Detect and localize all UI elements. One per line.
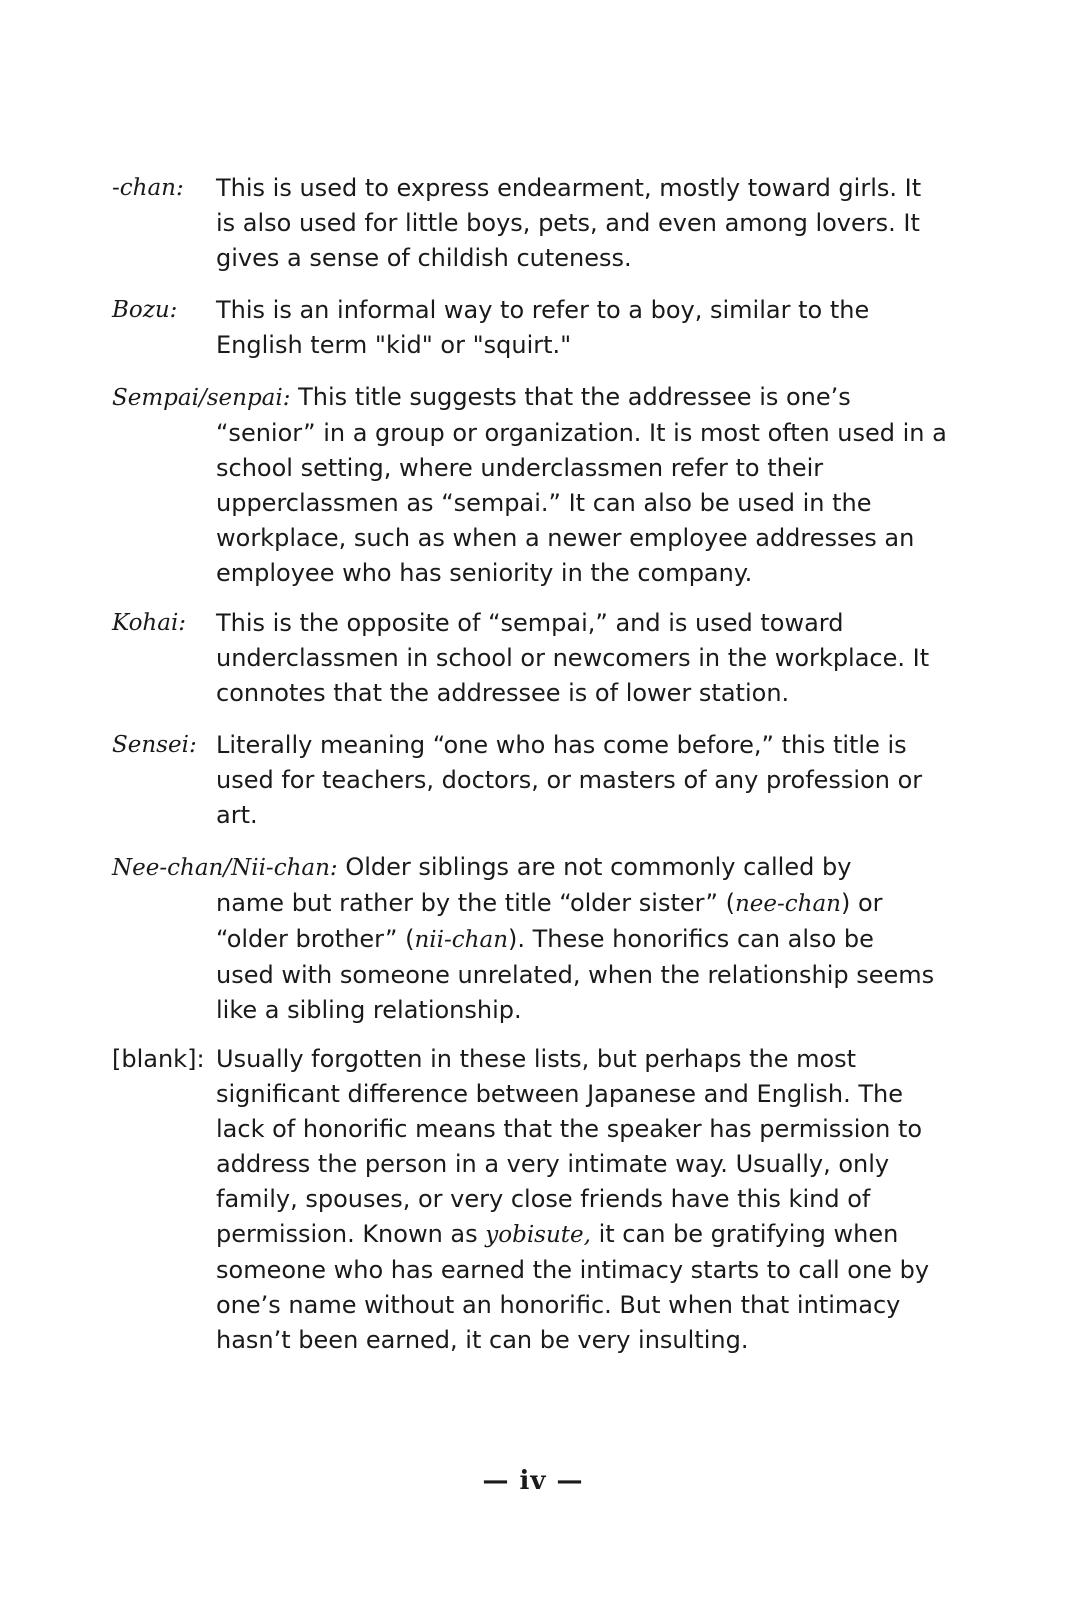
definition-line: gives a sense of childish cuteness. <box>216 244 632 272</box>
glossary-term: Bozu: <box>112 297 178 323</box>
definition-line: employee who has seniority in the company. <box>216 559 753 587</box>
definition-line: Literally meaning “one who has come before,” this title is <box>216 731 907 759</box>
glossary-term: Sempai/senpai: <box>112 385 291 411</box>
definition-line: This title suggests that the addressee is one’s <box>298 383 851 411</box>
definition-line: workplace, such as when a newer employee addresses an <box>216 524 915 552</box>
definition-line: one’s name without an honorific. But when that intimacy <box>216 1291 901 1319</box>
definition-line: art. <box>216 801 258 829</box>
definition-first-line <box>112 380 972 416</box>
glossary-entry-sempai <box>112 380 972 591</box>
definition-line: connotes that the addressee is of lower station. <box>216 679 790 707</box>
definition-line: hasn’t been earned, it can be very insulting. <box>216 1326 749 1354</box>
definition-first-line <box>112 850 972 886</box>
definition-line: This is an informal way to refer to a boy, similar to the <box>216 296 870 324</box>
definition-line: name but rather by the title “older sister” (nee-chan) or <box>216 889 883 917</box>
definition-line: lack of honorific means that the speaker has permission to <box>216 1115 923 1143</box>
italic-term: nii-chan <box>414 927 509 953</box>
definition-line: family, spouses, or very close friends have this kind of <box>216 1185 871 1213</box>
definition-line: underclassmen in school or newcomers in the workplace. It <box>216 644 930 672</box>
definition-line: used for teachers, doctors, or masters of any profession or <box>216 766 923 794</box>
definition-line: permission. Known as yobisute, it can be gratifying when <box>216 1220 899 1248</box>
definition-line: significant difference between Japanese and English. The <box>216 1080 904 1108</box>
definition-line: someone who has earned the intimacy starts to call one by <box>216 1256 930 1284</box>
glossary-term: Sensei: <box>112 732 197 758</box>
definition-line: like a sibling relationship. <box>216 996 522 1024</box>
definition-line: address the person in a very intimate way. Usually, only <box>216 1150 890 1178</box>
glossary-entry-sensei <box>112 728 972 833</box>
definition-line: English term "kid" or "squirt." <box>216 331 572 359</box>
italic-term: nee-chan <box>734 891 841 917</box>
glossary-entry-bozu <box>112 293 972 363</box>
italic-term: yobisute, <box>485 1222 591 1248</box>
glossary-term: -chan: <box>112 175 184 201</box>
page-number: — iv — <box>482 1466 584 1496</box>
definition-line: “older brother” (nii-chan). These honorifics can also be <box>216 925 874 953</box>
glossary-term: Nee-chan/Nii-chan: <box>112 855 338 881</box>
glossary-term: Kohai: <box>112 610 187 636</box>
definition-line: used with someone unrelated, when the relationship seems <box>216 961 935 989</box>
glossary-entry-chan <box>112 171 972 276</box>
glossary-entry-kohai <box>112 606 972 711</box>
definition-line: This is used to express endearment, mostly toward girls. It <box>216 174 922 202</box>
definition-line: upperclassmen as “sempai.” It can also be used in the <box>216 489 872 517</box>
definition-line: school setting, where underclassmen refer to their <box>216 454 824 482</box>
definition-line: This is the opposite of “sempai,” and is used toward <box>216 609 844 637</box>
glossary-term: [blank]: <box>112 1045 205 1073</box>
glossary-entry-nee-chan-nii-chan <box>112 850 972 1028</box>
definition-line: Older siblings are not commonly called by <box>345 853 852 881</box>
definition-line: Usually forgotten in these lists, but perhaps the most <box>216 1045 857 1073</box>
definition-line: “senior” in a group or organization. It is most often used in a <box>216 419 947 447</box>
glossary-entry-blank <box>112 1042 972 1358</box>
definition-line: is also used for little boys, pets, and even among lovers. It <box>216 209 920 237</box>
